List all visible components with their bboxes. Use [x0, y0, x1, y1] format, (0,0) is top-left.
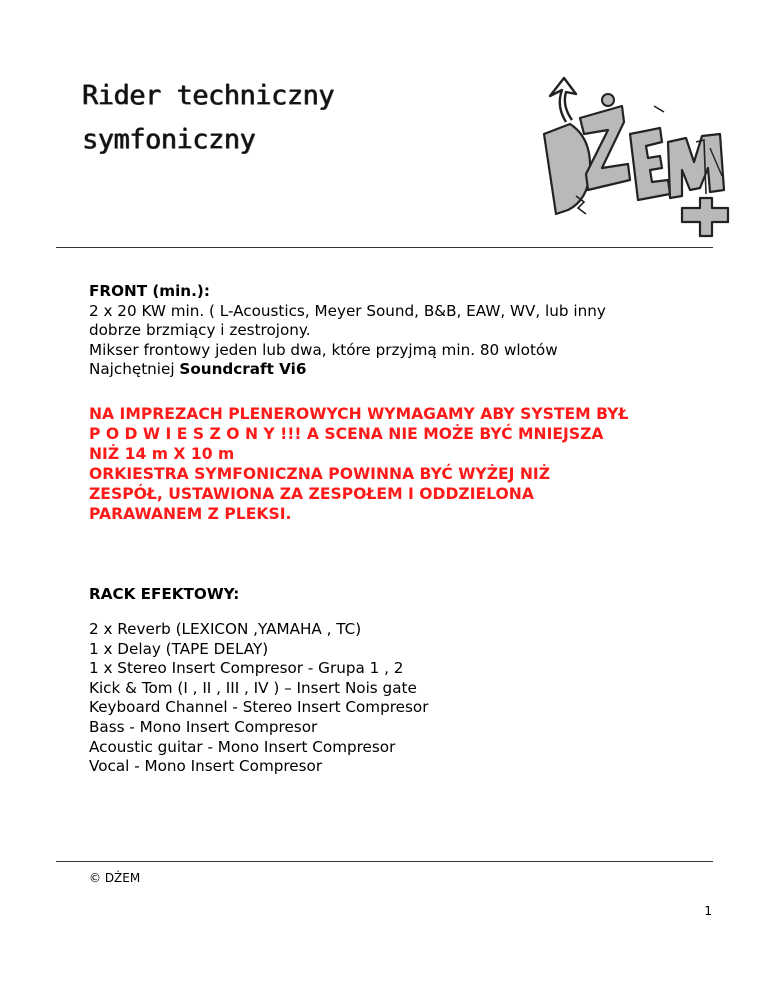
rack-item: 1 x Delay (TAPE DELAY) [89, 639, 269, 658]
header-divider [56, 247, 713, 248]
preferred-mixer: Soundcraft Vi6 [179, 360, 307, 379]
front-line-2: dobrze brzmiący i zestrojony. [89, 321, 311, 340]
footer-divider [56, 861, 713, 862]
footer-copyright: © DŻEM [89, 871, 141, 885]
front-heading: FRONT (min.): [89, 282, 210, 300]
front-line-3: Mikser frontowy jeden lub dwa, które przyjmą min. 80 wlotów [89, 340, 558, 359]
rack-item: Kick & Tom (I , II , III , IV ) – Insert Nois gate [89, 678, 417, 697]
front-section [89, 282, 729, 380]
outdoor-warning [89, 404, 739, 524]
preferred-label: Najchętniej [89, 360, 180, 379]
warning-line-3: NIŻ 14 m X 10 m [89, 445, 235, 463]
rack-heading: RACK EFEKTOWY: [89, 585, 240, 603]
rack-item: Keyboard Channel - Stereo Insert Compresor [89, 698, 429, 717]
rack-item: 1 x Stereo Insert Compresor - Grupa 1 , 2 [89, 659, 404, 678]
title-line-1: Rider techniczny [82, 80, 335, 111]
title-line-2: symfoniczny [82, 124, 256, 155]
warning-line-5: ZESPÓŁ, USTAWIONA ZA ZESPOŁEM I ODDZIELONA [89, 485, 534, 503]
front-preferred [89, 360, 729, 380]
rack-item: Vocal - Mono Insert Compresor [89, 757, 323, 776]
warning-line-1: NA IMPREZACH PLENEROWYCH WYMAGAMY ABY SYSTEM BYŁ [89, 405, 629, 423]
rack-item: 2 x Reverb (LEXICON ,YAMAHA , TC) [89, 620, 362, 638]
front-line-1: 2 x 20 KW min. ( L-Acoustics, Meyer Sound, B&B, EAW, WV, lub inny [89, 301, 606, 320]
warning-line-4: ORKIESTRA SYMFONICZNA POWINNA BYĆ WYŻEJ NIŻ [89, 465, 551, 483]
page-number: 1 [704, 904, 712, 918]
warning-line-2: P O D W I E S Z O N Y !!! A SCENA NIE MOŻE BYĆ MNIEJSZA [89, 425, 604, 443]
warning-line-6: PARAWANEM Z PLEKSI. [89, 505, 292, 523]
rack-item: Acoustic guitar - Mono Insert Compresor [89, 737, 396, 756]
dzem-logo-icon [536, 76, 732, 244]
document-title [82, 74, 502, 162]
rack-item: Bass - Mono Insert Compresor [89, 717, 318, 736]
rack-list [89, 620, 428, 777]
